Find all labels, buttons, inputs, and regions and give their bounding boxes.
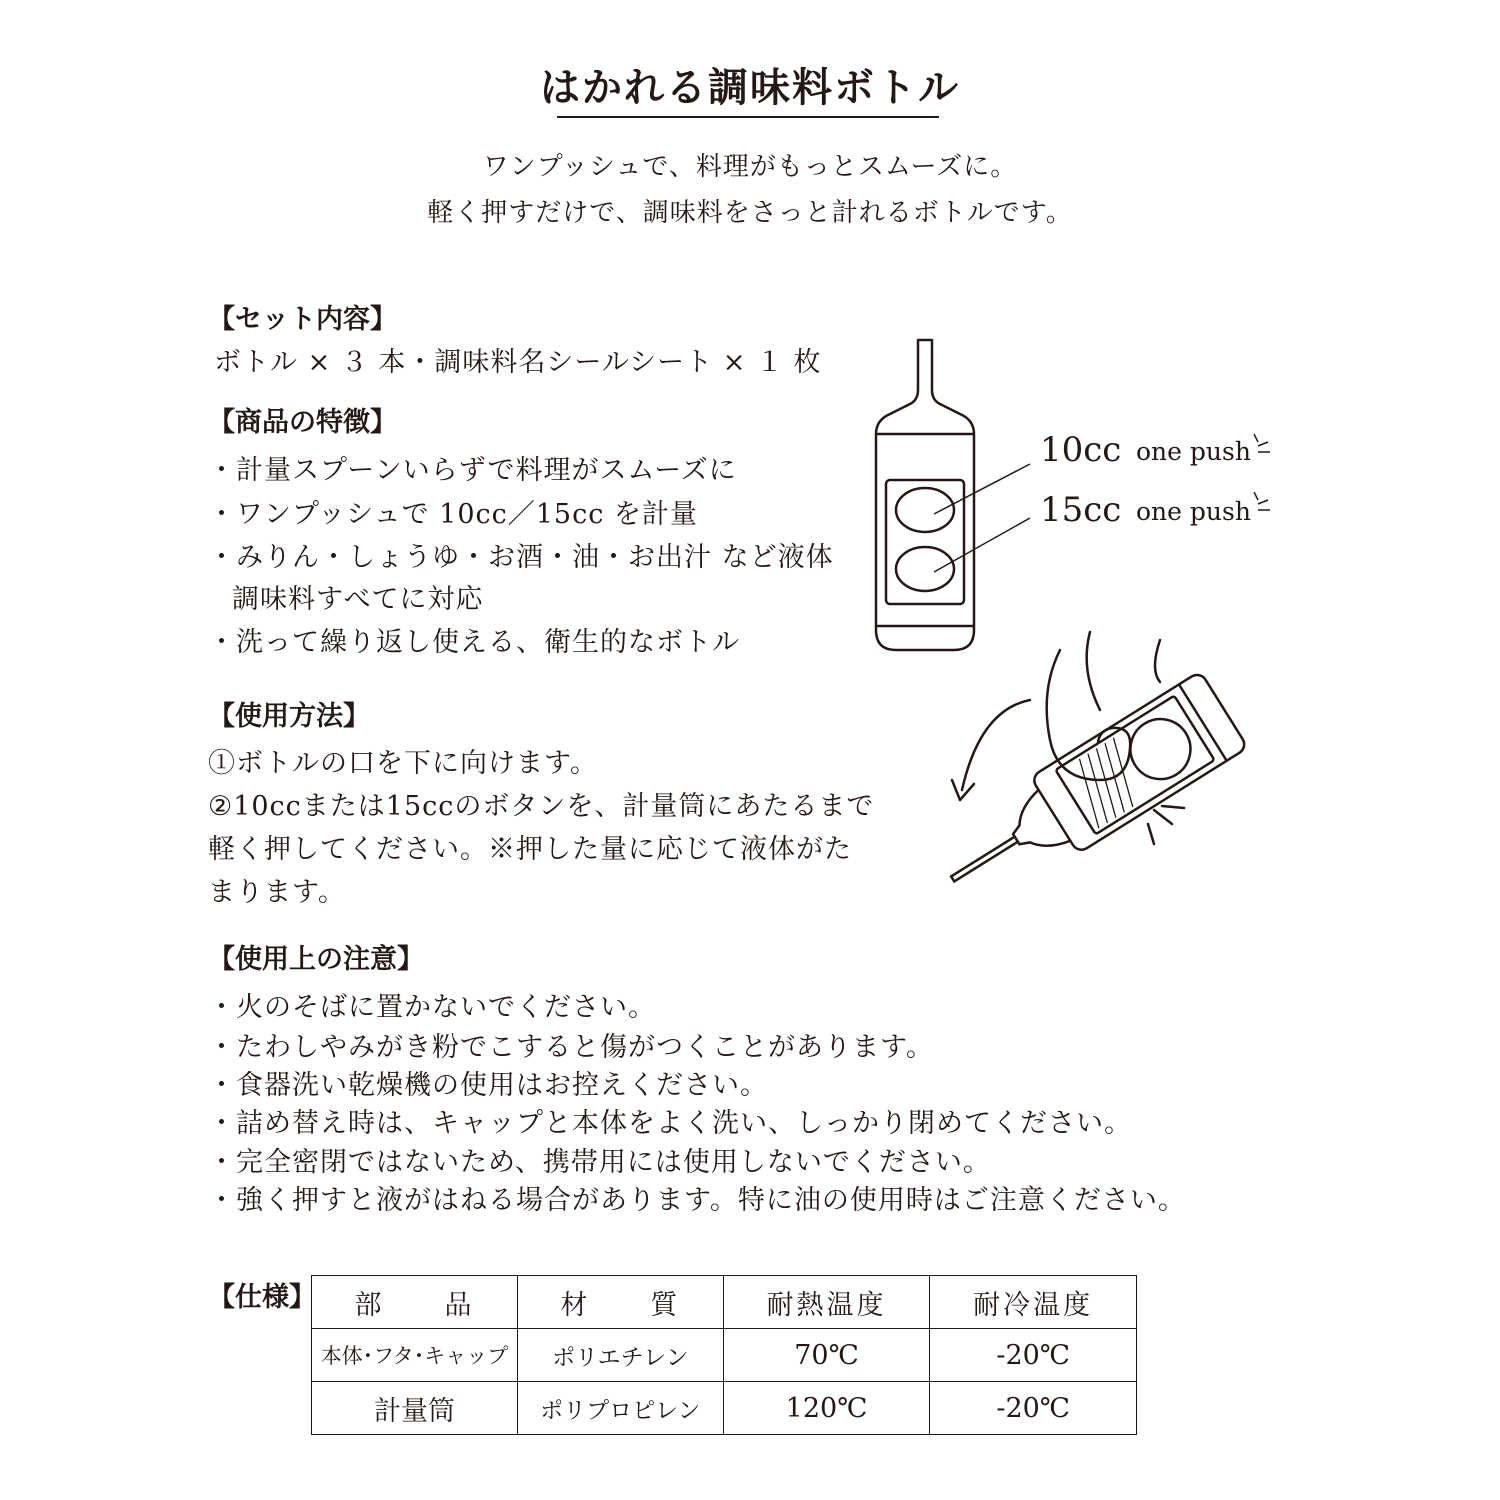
feature-item: ・ワンプッシュで 10cc／15cc を計量 <box>208 499 698 530</box>
set-text: ボトル × ３ 本・調味料名シールシート × １ 枚 <box>214 347 822 378</box>
table-row <box>312 1382 1137 1435</box>
table-cell: ポリプロピレン <box>517 1382 723 1435</box>
column-header: 耐冷温度 <box>930 1276 1137 1329</box>
usage-heading: 【使用方法】 <box>208 701 370 732</box>
table-row <box>312 1329 1137 1382</box>
one-push-label-10: one push <box>1136 437 1251 466</box>
caution-item: ・強く押すと液がはねる場合があります。特に油の使用時はご注意ください。 <box>208 1185 1186 1216</box>
table-cell: 本体･フタ･キャップ <box>312 1329 518 1382</box>
one-push-label-15: one push <box>1136 497 1251 526</box>
column-header: 材 質 <box>517 1276 723 1329</box>
table-cell: 70℃ <box>723 1329 930 1382</box>
table-cell: -20℃ <box>930 1382 1137 1435</box>
table-cell: 計量筒 <box>312 1382 518 1435</box>
push-spark-icon <box>1250 432 1274 456</box>
cautions-heading: 【使用上の注意】 <box>208 944 424 975</box>
table-cell: 120℃ <box>723 1382 930 1435</box>
features-heading: 【商品の特徴】 <box>208 407 397 438</box>
usage-step: ①ボトルの口を下に向けます。 <box>208 748 598 779</box>
label-10cc: 10cc <box>1040 430 1122 470</box>
caution-item: ・火のそばに置かないでください。 <box>208 992 656 1023</box>
title-underline <box>557 116 939 118</box>
feature-item: ・計量スプーンいらずで料理がスムーズに <box>208 455 737 486</box>
feature-item-continued: 調味料すべてに対応 <box>232 584 484 615</box>
label-15cc: 15cc <box>1040 490 1122 530</box>
usage-step-continued: 軽く押してください。※押した量に応じて液体がた <box>208 834 852 865</box>
feature-item: ・みりん・しょうゆ・お酒・油・お出汁 など液体 <box>208 542 834 573</box>
intro-line-1: ワンプッシュで、料理がもっとスムーズに。 <box>482 152 1018 182</box>
set-heading: 【セット内容】 <box>208 304 397 335</box>
push-spark-icon <box>1250 490 1274 514</box>
feature-item: ・洗って繰り返し使える、衛生的なボトル <box>208 627 740 658</box>
column-header: 部 品 <box>312 1276 518 1329</box>
column-header: 耐熱温度 <box>723 1276 930 1329</box>
hand-press-illustration <box>940 630 1270 890</box>
table-cell: -20℃ <box>930 1329 1137 1382</box>
table-cell: ポリエチレン <box>517 1329 723 1382</box>
caution-item: ・食器洗い乾燥機の使用はお控えください。 <box>208 1070 768 1101</box>
usage-step: ②10ccまたは15ccのボタンを、計量筒にあたるまで <box>208 791 875 822</box>
spec-heading: 【仕様】 <box>208 1282 316 1313</box>
pointer-lines <box>930 440 1050 580</box>
usage-step-continued: まります。 <box>208 877 346 908</box>
caution-item: ・完全密閉ではないため、携帯用には使用しないでください。 <box>208 1147 991 1178</box>
caution-item: ・詰め替え時は、キャップと本体をよく洗い、しっかり閉めてください。 <box>208 1108 1132 1139</box>
page-title: はかれる調味料ボトル <box>540 64 960 111</box>
caution-item: ・たわしやみがき粉でこすると傷がつくことがあります。 <box>208 1032 934 1063</box>
spec-table <box>311 1275 1137 1435</box>
intro-line-2: 軽く押すだけで、調味料をさっと計れるボトルです。 <box>427 198 1073 228</box>
table-header-row <box>312 1276 1137 1329</box>
